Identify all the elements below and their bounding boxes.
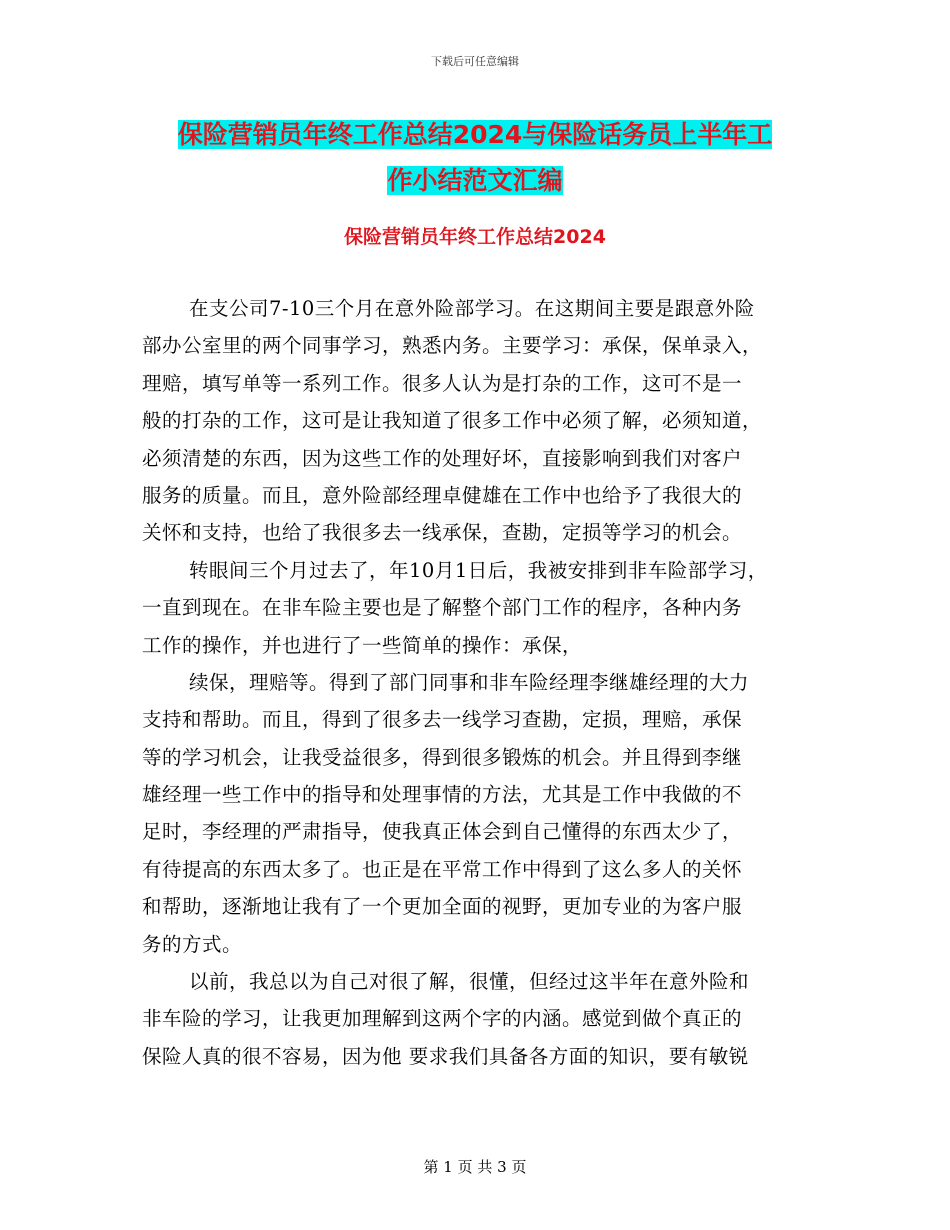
document-title-line-1: 保险营销员年终工作总结2024与保险话务员上半年工 xyxy=(177,120,773,149)
text-line: 一直到现在。在非车险主要也是了解整个部门工作的程序，各种内务 xyxy=(142,596,743,620)
text-line: 以前，我总以为自己对很了解，很懂，但经过这半年在意外险和 xyxy=(189,970,750,994)
text-line: 工作的操作，并也进行了一些简单的操作：承保， xyxy=(142,633,583,657)
text-line: 务的方式。 xyxy=(142,932,243,956)
text-line: 等的学习机会，让我受益很多，得到很多锻炼的机会。并且得到李继 xyxy=(142,745,743,769)
text-line: 服务的质量。而且，意外险部经理卓健雄在工作中也给予了我很大的 xyxy=(142,483,743,507)
text-line: 有待提高的东西太多了。也正是在平常工作中得到了这么多人的关怀 xyxy=(142,857,743,881)
text-line: 般的打杂的工作，这可是让我知道了很多工作中必须了解，必须知道， xyxy=(142,409,763,433)
text-line: 续保，理赔等。得到了部门同事和非车险经理李继雄经理的大力 xyxy=(189,670,750,694)
text-line: 和帮助，逐渐地让我有了一个更加全面的视野，更加专业的为客户服 xyxy=(142,895,743,919)
document-title-line-2: 作小结范文汇编 xyxy=(387,166,563,195)
document-title xyxy=(0,112,950,204)
page-footer: 第 1 页 共 3 页 xyxy=(423,1158,527,1176)
text-line: 在支公司7-10三个月在意外险部学习。在这期间主要是跟意外险 xyxy=(189,297,755,320)
header-note: 下载后可任意编辑 xyxy=(431,55,519,68)
section-title: 保险营销员年终工作总结2024 xyxy=(344,226,606,248)
text-line: 理赔，填写单等一系列工作。很多人认为是打杂的工作，这可不是一 xyxy=(142,371,743,395)
text-line: 非车险的学习，让我更加理解到这两个字的内涵。感觉到做个真正的 xyxy=(142,1007,743,1031)
text-line: 支持和帮助。而且，得到了很多去一线学习查勘，定损，理赔，承保 xyxy=(142,708,743,732)
text-line: 部办公室里的两个同事学习，熟悉内务。主要学习：承保，保单录入， xyxy=(142,334,763,358)
text-line: 关怀和支持，也给了我很多去一线承保，查勘，定损等学习的机会。 xyxy=(142,521,743,545)
text-line: 雄经理一些工作中的指导和处理事情的方法，尤其是工作中我做的不 xyxy=(142,783,743,807)
text-line: 保险人真的很不容易，因为他 要求我们具备各方面的知识，要有敏锐 xyxy=(142,1044,749,1068)
text-line: 必须清楚的东西，因为这些工作的处理好坏，直接影响到我们对客户 xyxy=(142,446,743,470)
text-line: 转眼间三个月过去了，年10月1日后，我被安排到非车险部学习， xyxy=(189,558,768,582)
body-text xyxy=(142,290,810,1075)
text-line: 足时，李经理的严肃指导，使我真正体会到自己懂得的东西太少了， xyxy=(142,820,743,844)
